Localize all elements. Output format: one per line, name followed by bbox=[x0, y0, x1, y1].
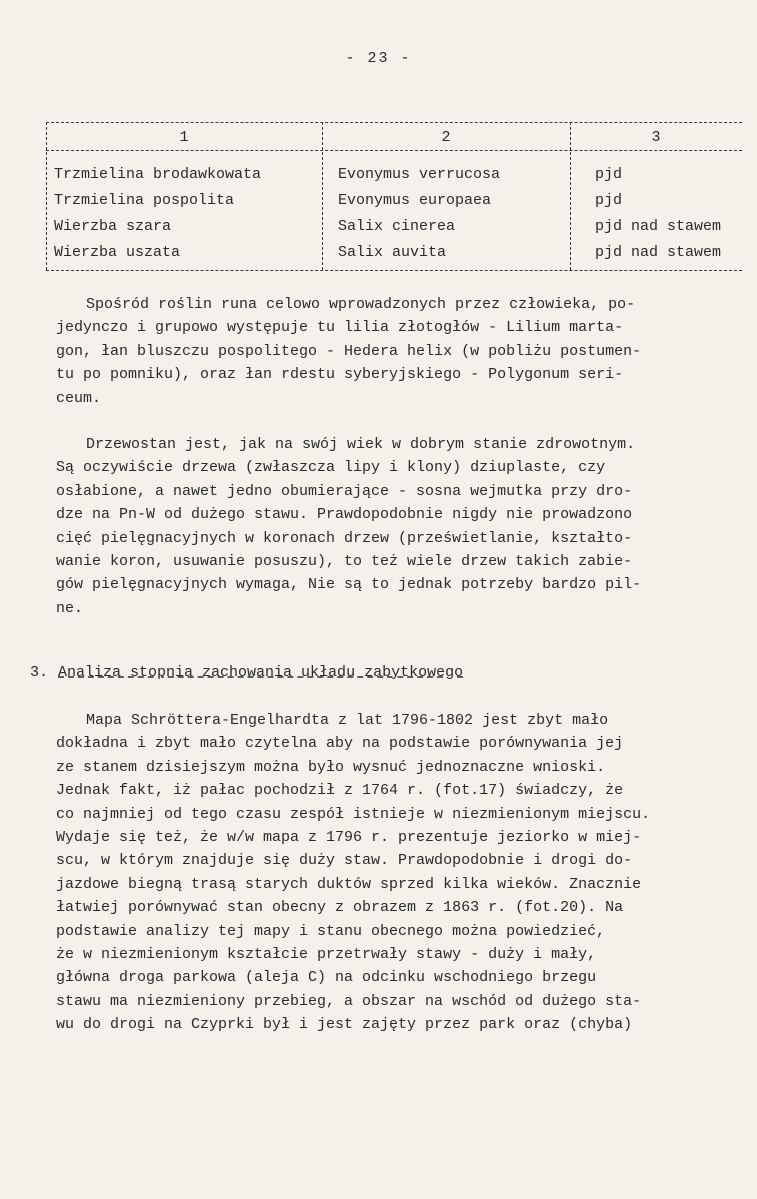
table-border-top bbox=[46, 122, 742, 123]
table-cell-latin-name: Salix auvita bbox=[338, 244, 447, 261]
table-cell-occurrence: pjd bbox=[595, 192, 623, 209]
text-line: że w niezmienionym kształcie przetrwały stawy - duży i mały, bbox=[56, 946, 597, 964]
table-cell-latin-name: Evonymus europaea bbox=[338, 192, 492, 209]
page-number: - 23 - bbox=[345, 50, 412, 67]
text-line: wanie koron, usuwanie posuszu), to też wiele drzew takich zabie- bbox=[56, 553, 633, 571]
text-line: Drzewostan jest, jak na swój wiek w dobrym stanie zdrowotnym. bbox=[86, 436, 636, 453]
text-line: dokładna i zbyt mało czytelna aby na podstawie porównywania jej bbox=[56, 735, 624, 753]
table-row bbox=[46, 166, 742, 192]
paragraph-map-analysis bbox=[56, 709, 732, 1037]
section-number: 3. bbox=[30, 664, 49, 681]
text-line: cięć pielęgnacyjnych w koronach drzew (prześwietlanie, kształto- bbox=[56, 529, 633, 547]
text-line: wu do drogi na Czyprki był i jest zajęty przez park oraz (chyba) bbox=[56, 1016, 633, 1034]
table-header-2: 2 bbox=[441, 129, 451, 146]
text-line: ne. bbox=[56, 599, 84, 617]
text-line: jazdowe biegną trasą starych duktów sprzed kilka wieków. Znacznie bbox=[56, 875, 642, 893]
text-line: Spośród roślin runa celowo wprowadzonych przez człowieka, po- bbox=[86, 296, 636, 313]
table-row bbox=[46, 218, 742, 244]
table-cell-occurrence: pjd nad stawem bbox=[595, 218, 722, 235]
table-cell-polish-name: Wierzba szara bbox=[54, 218, 172, 235]
table-row bbox=[46, 192, 742, 218]
paragraph-ground-cover bbox=[56, 293, 732, 410]
text-line: podstawie analizy tej mapy i stanu obecnego można powiedzieć, bbox=[56, 922, 606, 940]
table-cell-latin-name: Salix cinerea bbox=[338, 218, 456, 235]
text-line: główna droga parkowa (aleja C) na odcinku wschodniego brzegu bbox=[56, 969, 597, 987]
table-border-bottom bbox=[46, 270, 742, 271]
text-line: gon, łan bluszczu pospolitego - Hedera helix (w pobliżu postumen- bbox=[56, 342, 642, 360]
text-line: stawu ma niezmieniony przebieg, a obszar na wschód od dużego sta- bbox=[56, 992, 642, 1010]
text-line: scu, w którym znajduje się duży staw. Prawdopodobnie i drogi do- bbox=[56, 852, 633, 870]
table-cell-polish-name: Wierzba uszata bbox=[54, 244, 181, 261]
table-cell-occurrence: pjd nad stawem bbox=[595, 244, 722, 261]
text-line: osłabione, a nawet jedno obumierające - sosna wejmutka przy dro- bbox=[56, 482, 633, 500]
text-line: ze stanem dzisiejszym można było wysnuć jednoznaczne wnioski. bbox=[56, 758, 606, 776]
table-cell-polish-name: Trzmielina brodawkowata bbox=[54, 166, 262, 183]
text-line: Jednak fakt, iż pałac pochodził z 1764 r. (fot.17) świadczy, że bbox=[56, 782, 624, 800]
table-header-1: 1 bbox=[179, 129, 189, 146]
text-line: tu po pomniku), oraz łan rdestu syberyjskiego - Polygonum seri- bbox=[56, 366, 624, 384]
text-line: łatwiej porównywać stan obecny z obrazem z 1863 r. (fot.20). Na bbox=[56, 899, 624, 917]
section-heading bbox=[30, 664, 463, 681]
table-header-divider bbox=[46, 150, 742, 151]
table-cell-polish-name: Trzmielina pospolita bbox=[54, 192, 235, 209]
text-line: gów pielęgnacyjnych wymaga, Nie są to jednak potrzeby bardzo pil- bbox=[56, 576, 642, 594]
section-title: Analiza stopnia zachowania układu zabytkowego bbox=[58, 664, 464, 681]
table-cell-latin-name: Evonymus verrucosa bbox=[338, 166, 501, 183]
text-line: ceum. bbox=[56, 389, 102, 407]
text-line: co najmniej od tego czasu zespół istnieje w niezmienionym miejscu. bbox=[56, 805, 651, 823]
text-line: dze na Pn-W od dużego stawu. Prawdopodobnie nigdy nie prowadzono bbox=[56, 506, 633, 524]
table-cell-occurrence: pjd bbox=[595, 166, 623, 183]
table-row bbox=[46, 244, 742, 270]
paragraph-tree-health bbox=[56, 433, 732, 620]
text-line: jedynczo i grupowo występuje tu lilia złotogłów - Lilium marta- bbox=[56, 319, 624, 337]
text-line: Mapa Schröttera-Engelhardta z lat 1796-1802 jest zbyt mało bbox=[86, 712, 609, 729]
text-line: Są oczywiście drzewa (zwłaszcza lipy i klony) dziuplaste, czy bbox=[56, 459, 606, 477]
text-line: Wydaje się też, że w/w mapa z 1796 r. prezentuje jeziorko w miej- bbox=[56, 829, 642, 847]
table-header-3: 3 bbox=[651, 129, 661, 146]
